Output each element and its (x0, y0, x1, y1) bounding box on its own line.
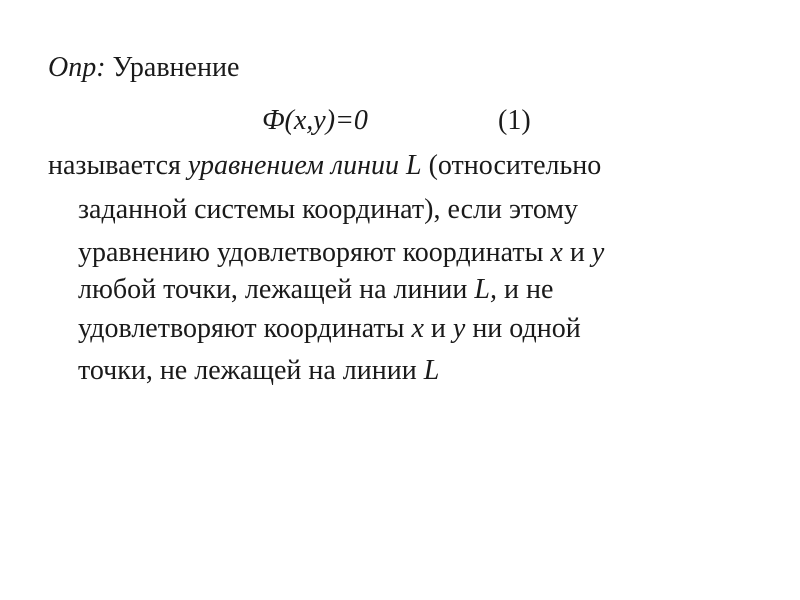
text-segment: любой точки, лежащей на линии (78, 274, 475, 305)
equation-number: (1) (498, 105, 531, 136)
text-segment: называется (48, 150, 188, 181)
text-segment: заданной системы координат), если этому (78, 194, 579, 225)
definition-label: Опр: (48, 52, 106, 83)
variable-line-l: L (423, 355, 440, 386)
text-segment: (относительно (421, 150, 602, 181)
definition-text-line (48, 146, 601, 186)
definition-text-line (78, 309, 581, 349)
definition-text-line (78, 270, 553, 310)
text-segment: уравнению удовлетворяют координаты (78, 237, 551, 268)
definition-text-line (78, 351, 439, 391)
definition-heading (48, 48, 239, 88)
text-segment: удовлетворяют координаты (78, 313, 412, 344)
variable-y: у (591, 237, 605, 268)
text-segment: и (562, 237, 592, 268)
variable-line-l: L, (474, 274, 497, 305)
variable-y: у (452, 313, 466, 344)
variable-x: х (411, 313, 424, 344)
equation-formula: Ф(х,у)=0 (262, 105, 368, 136)
variable-x: х (550, 237, 563, 268)
text-segment: точки, не лежащей на линии (78, 355, 424, 386)
text-segment: ни одной (465, 313, 581, 344)
term-equation-of-line: уравнением линии L (187, 150, 422, 181)
definition-intro: Уравнение (105, 52, 240, 83)
definition-text-line (78, 233, 604, 273)
definition-text-line (78, 190, 578, 230)
text-segment: и не (496, 274, 554, 305)
text-segment: и (423, 313, 453, 344)
